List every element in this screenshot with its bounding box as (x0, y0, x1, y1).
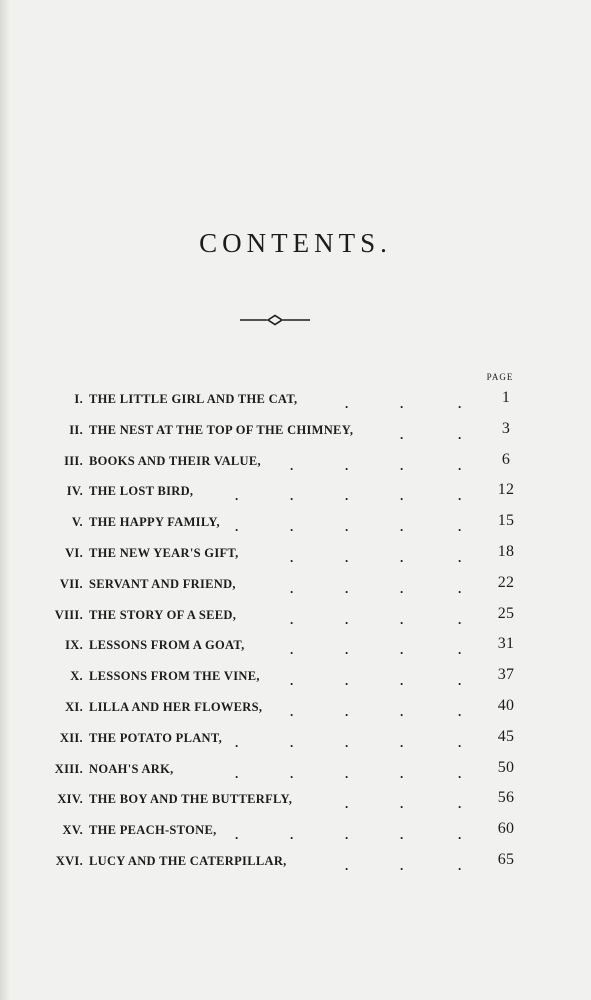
leader-dot: . (290, 519, 294, 535)
chapter-number: X. (70, 669, 83, 684)
leader-dot: . (400, 673, 404, 689)
leader-dot: . (290, 827, 294, 843)
leader-dot: . (235, 519, 239, 535)
leader-dot: . (345, 857, 349, 873)
page-column-label: PAGE (486, 372, 514, 382)
toc-entry (0, 571, 591, 602)
contents-list (0, 386, 591, 879)
leader-dot: . (345, 796, 349, 812)
leader-dot: . (235, 765, 239, 781)
chapter-title: LESSONS FROM A GOAT, (89, 638, 245, 653)
leader-dot: . (345, 488, 349, 504)
leader-dot: . (400, 426, 404, 442)
leader-dot: . (290, 611, 294, 627)
chapter-title: BOOKS AND THEIR VALUE, (89, 453, 261, 468)
leader-dot: . (458, 611, 462, 627)
leader-dot: . (345, 642, 349, 658)
toc-entry (0, 386, 591, 417)
leader-dot: . (458, 827, 462, 843)
leader-dot: . (458, 426, 462, 442)
leader-dot: . (458, 549, 462, 565)
leader-dot: . (458, 580, 462, 596)
leader-dot: . (458, 519, 462, 535)
leader-dot: . (458, 396, 462, 411)
leader-dot: . (345, 457, 349, 473)
leader-dot: . (400, 488, 404, 504)
toc-entry (0, 417, 591, 448)
leader-dot: . (345, 580, 349, 596)
chapter-number: VIII. (54, 607, 83, 622)
chapter-title: THE HAPPY FAMILY, (89, 515, 220, 530)
leader-dot: . (400, 611, 404, 627)
leader-dot: . (345, 673, 349, 689)
leader-dot: . (458, 488, 462, 504)
page-number: 45 (497, 727, 515, 745)
leader-dot: . (400, 642, 404, 658)
leader-dot: . (458, 857, 462, 873)
leader-dot: . (235, 488, 239, 504)
page-number: 3 (501, 419, 511, 437)
leader-dot: . (290, 549, 294, 565)
leader-dot: . (458, 796, 462, 812)
page-number: 31 (497, 635, 515, 653)
chapter-number: IV. (66, 484, 83, 499)
leader-dot: . (290, 765, 294, 781)
leader-dot: . (458, 703, 462, 719)
leader-dot: . (290, 488, 294, 504)
leader-dot: . (345, 765, 349, 781)
toc-entry (0, 848, 591, 879)
leader-dot: . (400, 765, 404, 781)
page-number: 15 (497, 512, 515, 530)
chapter-title: THE NEST AT THE TOP OF THE CHIMNEY, (89, 422, 354, 437)
page-number: 25 (497, 604, 515, 622)
leader-dot: . (400, 396, 404, 411)
toc-entry (0, 756, 591, 787)
page-number: 40 (497, 696, 515, 714)
chapter-number: III. (64, 453, 83, 468)
leader-dot: . (290, 673, 294, 689)
leader-dot: . (345, 703, 349, 719)
leader-dot: . (400, 796, 404, 812)
leader-dot: . (400, 457, 404, 473)
chapter-title: THE LOST BIRD, (89, 484, 194, 499)
toc-entry (0, 478, 591, 509)
toc-entry (0, 663, 591, 694)
ornament-divider-icon (240, 312, 310, 328)
chapter-number: XII. (59, 730, 83, 745)
toc-entry (0, 602, 591, 633)
chapter-number: IX. (65, 638, 83, 653)
leader-dot: . (458, 673, 462, 689)
toc-entry (0, 448, 591, 479)
toc-entry (0, 509, 591, 540)
page-number: 37 (497, 666, 515, 684)
leader-dot: . (400, 703, 404, 719)
chapter-title: THE NEW YEAR'S GIFT, (89, 545, 239, 560)
page-number: 65 (497, 850, 515, 868)
page-number: 6 (501, 450, 511, 468)
leader-dot: . (458, 765, 462, 781)
toc-entry (0, 817, 591, 848)
page-number: 56 (497, 789, 515, 807)
chapter-number: I. (74, 392, 83, 406)
leader-dot: . (400, 734, 404, 750)
chapter-number: XI. (65, 699, 83, 714)
chapter-title: SERVANT AND FRIEND, (89, 576, 236, 591)
chapter-number: VII. (59, 576, 83, 591)
chapter-title: THE LITTLE GIRL AND THE CAT, (89, 392, 298, 406)
leader-dot: . (345, 827, 349, 843)
chapter-number: XIV. (57, 792, 83, 807)
toc-entry (0, 632, 591, 663)
leader-dot: . (400, 519, 404, 535)
chapter-title: THE PEACH-STONE, (89, 823, 217, 838)
chapter-number: II. (69, 422, 83, 437)
leader-dot: . (290, 642, 294, 658)
chapter-number: XVI. (55, 853, 83, 868)
leader-dot: . (400, 857, 404, 873)
leader-dot: . (345, 549, 349, 565)
chapter-title: THE BOY AND THE BUTTERFLY, (89, 792, 293, 807)
leader-dot: . (345, 611, 349, 627)
leader-dot: . (345, 519, 349, 535)
leader-dot: . (290, 457, 294, 473)
leader-dot: . (290, 580, 294, 596)
chapter-number: XV. (62, 823, 83, 838)
page-number: 18 (497, 542, 515, 560)
leader-dot: . (458, 457, 462, 473)
page-title: CONTENTS. (199, 228, 392, 258)
page-number: 22 (497, 573, 515, 591)
page-number: 50 (497, 758, 515, 776)
chapter-title: THE STORY OF A SEED, (89, 607, 237, 622)
page-number: 12 (497, 481, 515, 499)
chapter-title: THE POTATO PLANT, (89, 730, 223, 745)
toc-entry (0, 786, 591, 817)
leader-dot: . (458, 642, 462, 658)
page-number: 60 (497, 820, 515, 838)
leader-dot: . (345, 734, 349, 750)
leader-dot: . (345, 396, 349, 411)
leader-dot: . (235, 734, 239, 750)
toc-entry (0, 694, 591, 725)
leader-dot: . (290, 734, 294, 750)
chapter-number: V. (71, 515, 83, 530)
chapter-title: LUCY AND THE CATERPILLAR, (89, 853, 287, 868)
toc-entry (0, 540, 591, 571)
chapter-title: NOAH'S ARK, (89, 761, 174, 776)
leader-dot: . (400, 580, 404, 596)
chapter-title: LILLA AND HER FLOWERS, (89, 699, 263, 714)
leader-dot: . (400, 549, 404, 565)
chapter-number: VI. (65, 545, 83, 560)
leader-dot: . (458, 734, 462, 750)
leader-dot: . (290, 703, 294, 719)
chapter-title: LESSONS FROM THE VINE, (89, 669, 260, 684)
toc-entry (0, 725, 591, 756)
page-number: 1 (501, 389, 511, 406)
leader-dot: . (235, 827, 239, 843)
leader-dot: . (400, 827, 404, 843)
chapter-number: XIII. (54, 761, 83, 776)
